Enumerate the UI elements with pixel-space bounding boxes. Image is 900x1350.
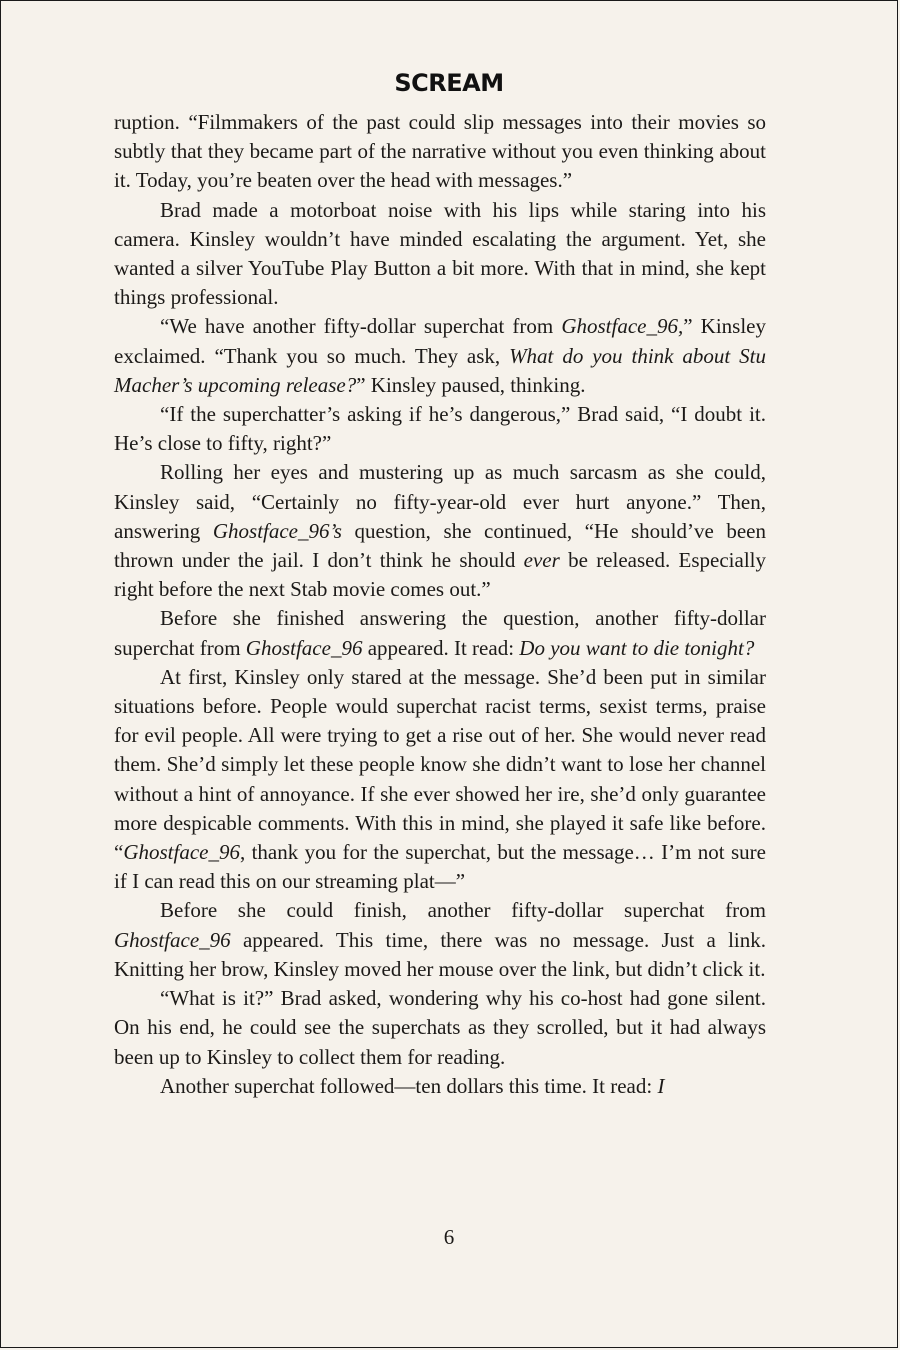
text-run: be released. Especially right before the next Stab movie comes out.”: [114, 548, 766, 602]
text-run: appeared. It read:: [362, 635, 520, 660]
paragraph: [114, 1072, 766, 1101]
italic-run: Ghostface_96’s: [212, 518, 342, 543]
italic-run: Ghostface_96: [114, 927, 231, 952]
text-run: “We have another fifty-dollar superchat from: [160, 314, 562, 339]
running-head: SCREAM: [394, 69, 504, 97]
italic-run: Ghostface_96: [245, 635, 363, 660]
italic-run: Do you want to die tonight?: [519, 635, 755, 660]
paragraph: [114, 604, 766, 662]
text-run: Another superchat followed—ten dollars this time. It read:: [160, 1073, 658, 1098]
text-run: ” Kinsley paused, thinking.: [356, 372, 586, 397]
text-run: Brad made a motorboat noise with his lips while staring into his camera. Kinsley wouldn’t have minded escalating the argument. Yet, she wanted a silver YouTube Play Button a bit more. With that in mind, she kept things professional.: [114, 197, 766, 310]
italic-run: I: [657, 1073, 665, 1098]
text-run: , thank you for the superchat, but the message… I’m not sure if I can read this on our streaming plat—”: [114, 840, 766, 894]
text-run: Before she finished answering the question, another fifty-dollar superchat from: [114, 606, 766, 660]
italic-run: What do you think about Stu Macher’s upcoming release?: [114, 343, 766, 397]
italic-run: Ghostface_96: [123, 840, 240, 865]
text-run: appeared. This time, there was no message. Just a link. Knitting her brow, Kinsley moved her mouse over the link, but didn’t click it.: [114, 927, 766, 981]
italic-run: ever: [523, 548, 560, 573]
italic-run: Ghostface_96,: [561, 314, 684, 339]
page-number: 6: [443, 1225, 455, 1249]
paragraph: [114, 984, 766, 1072]
text-run: At first, Kinsley only stared at the message. She’d been put in similar situations before. People would superchat racist terms, sexist terms, praise for evil people. All were trying to get a rise out of her. She would never read them. She’d simply let these people know she didn’t want to lose her channel without a hint of annoyance. If she ever showed her ire, she’d only guarantee more despicable comments. With this in mind, she played it safe like before. “: [114, 664, 766, 865]
text-run: Rolling her eyes and mustering up as much sarcasm as she could, Kinsley said, “Certainly no fifty-year-old ever hurt anyone.” Then, answering: [114, 460, 766, 543]
paragraph: [114, 663, 766, 897]
text-run: ” Kinsley exclaimed. “Thank you so much. They ask,: [114, 314, 766, 368]
paragraph: [114, 896, 766, 984]
text-run: Before she could finish, another fifty-dollar superchat from: [160, 898, 766, 923]
text-run: “What is it?” Brad asked, wondering why his co-host had gone silent. On his end, he could see the superchats as they scrolled, but it had always been up to Kinsley to collect them for reading.: [114, 986, 766, 1069]
body-text: [114, 108, 766, 1101]
text-run: ruption. “Filmmakers of the past could slip messages into their movies so subtly that they became part of the narrative without you even thinking about it. Today, you’re beaten over the head with messages.”: [114, 110, 766, 193]
paragraph: [114, 312, 766, 400]
paragraph: [114, 458, 766, 604]
paragraph: [114, 400, 766, 458]
paragraph: [114, 108, 766, 196]
text-run: question, she continued, “He should’ve been thrown under the jail. I don’t think he should: [114, 518, 766, 573]
text-run: “If the superchatter’s asking if he’s dangerous,” Brad said, “I doubt it. He’s close to fifty, right?”: [114, 402, 766, 456]
paragraph: [114, 196, 766, 313]
